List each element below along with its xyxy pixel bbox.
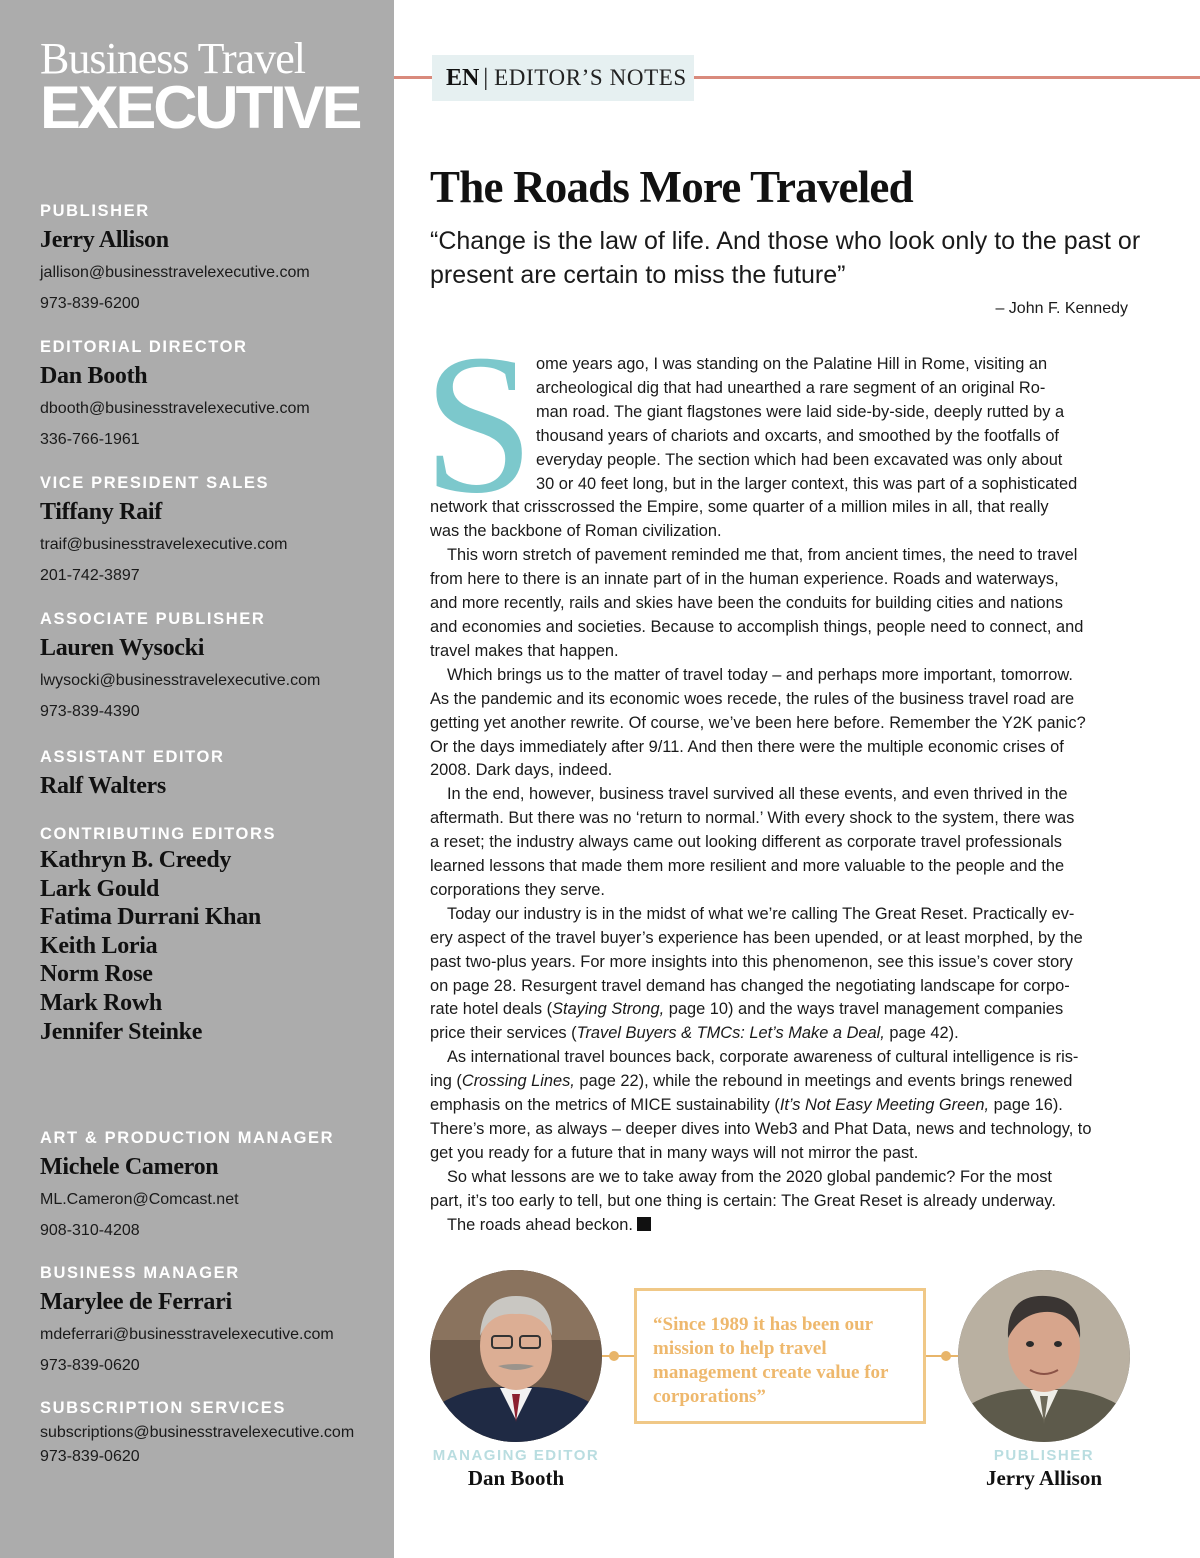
masthead-phone: 973-839-4390 <box>40 703 140 720</box>
article-body <box>430 353 1132 1238</box>
contributor-name: Keith Loria <box>40 932 158 959</box>
text-line: on page 28. Resurgent travel demand has changed the negotiating landscape for corpo- <box>430 976 1070 995</box>
paragraph-6 <box>430 1046 1132 1166</box>
text-line: man road. The giant flagstones were laid side-by-side, deeply rutted by a <box>536 402 1065 421</box>
contributor-name: Mark Rowh <box>40 989 162 1016</box>
masthead-name: Jerry Allison <box>40 227 169 253</box>
managing-editor-portrait <box>430 1270 602 1442</box>
text-line: was the backbone of Roman civilization. <box>430 522 722 541</box>
text-line: getting yet another rewrite. Of course, we’ve been here before. Remember the Y2K panic? <box>430 713 1086 732</box>
text-line: network that crisscrossed the Empire, some quarter of a million miles in all, that really <box>430 498 1049 517</box>
contributor-name: Lark Gould <box>40 875 160 902</box>
masthead-email: lwysocki@businesstravelexecutive.com <box>40 672 321 689</box>
section-separator: | <box>483 64 489 91</box>
paragraph-1 <box>430 353 1132 544</box>
masthead-name: Dan Booth <box>40 363 148 389</box>
text-line: travel makes that happen. <box>430 641 619 660</box>
text-run: page 10) and the ways travel management companies <box>664 1000 1064 1019</box>
contributor-name: Fatima Durrani Khan <box>40 904 261 931</box>
mission-pullquote: “Since 1989 it has been our mission to help travel management create value for corporations” <box>634 1288 926 1424</box>
closing-line: The roads ahead beckon. <box>447 1215 633 1234</box>
masthead-phone: 201-742-3897 <box>40 567 140 584</box>
text-line: So what lessons are we to take away from the 2020 global pandemic? For the most <box>447 1167 1052 1186</box>
masthead-email: subscriptions@businesstravelexecutive.com <box>40 1424 355 1441</box>
contributor-name: Norm Rose <box>40 961 153 988</box>
text-run: page 22), while the rebound in meetings and events brings renewed <box>574 1072 1073 1091</box>
article-reference: Travel Buyers & TMCs: Let’s Make a Deal, <box>576 1024 885 1043</box>
paragraph-5 <box>430 903 1132 1046</box>
text-line <box>430 1070 1132 1094</box>
masthead-entry-contributing-editors <box>40 824 276 1046</box>
text-line: Which brings us to the matter of travel today – and perhaps more important, tomorrow. <box>447 665 1073 684</box>
caption-name-left: Dan Booth <box>467 1466 565 1490</box>
text-line: past two-plus years. For more insights into this phenomenon, see this issue’s cover story <box>430 952 1073 971</box>
publisher-portrait <box>958 1270 1130 1442</box>
text-line: and economies and societies. Because to accomplish things, people need to connect, and <box>430 617 1084 636</box>
masthead-entry-vp-sales <box>40 473 287 586</box>
text-line: corporations they serve. <box>430 880 605 899</box>
text-line: As international travel bounces back, corporate awareness of cultural intelligence is ris- <box>447 1048 1079 1067</box>
contributor-list <box>40 846 276 1046</box>
paragraph-7 <box>430 1166 1132 1214</box>
masthead-role: PUBLISHER <box>40 202 150 220</box>
text-line <box>430 1022 1132 1046</box>
logo-line-2: EXECUTIVE <box>40 74 360 141</box>
masthead-phone: 973-839-0620 <box>40 1357 140 1374</box>
section-rule-left <box>394 76 434 79</box>
text-run: rate hotel deals ( <box>430 1000 553 1019</box>
paragraph-3 <box>430 664 1132 784</box>
article-reference: Staying Strong, <box>552 1000 665 1019</box>
masthead-role: CONTRIBUTING EDITORS <box>40 825 277 843</box>
paragraph-4 <box>430 783 1132 903</box>
text-line: 30 or 40 feet long, but in the larger context, this was part of a sophisticated <box>536 474 1078 493</box>
end-of-article-mark <box>637 1217 651 1231</box>
masthead-email: dbooth@businesstravelexecutive.com <box>40 400 310 417</box>
text-line: Or the days immediately after 9/11. And then there were the multiple economic crises of <box>430 737 1064 756</box>
masthead-email: ML.Cameron@Comcast.net <box>40 1191 239 1208</box>
masthead-role: BUSINESS MANAGER <box>40 1264 240 1282</box>
text-line: a reset; the industry always came out looking different as corporate travel professionals <box>430 833 1062 852</box>
masthead-entry-assistant-editor <box>40 747 225 801</box>
text-line: learned lessons that made them more resilient and more valuable to the people and the <box>430 857 1065 876</box>
masthead-role: SUBSCRIPTION SERVICES <box>40 1399 287 1417</box>
epigraph-attribution: – John F. Kennedy <box>995 300 1128 317</box>
masthead-phone: 336-766-1961 <box>40 431 140 448</box>
article-reference: It’s Not Easy Meeting Green, <box>779 1096 990 1115</box>
text-line: ome years ago, I was standing on the Palatine Hill in Rome, visiting an <box>536 355 1048 373</box>
masthead-role: VICE PRESIDENT SALES <box>40 474 270 492</box>
text-line: get you ready for a future that in many ways will not mirror the past. <box>430 1143 919 1162</box>
masthead-role: ASSISTANT EDITOR <box>40 748 225 766</box>
paragraph-8 <box>430 1214 1132 1238</box>
caption-name-right: Jerry Allison <box>985 1466 1103 1490</box>
masthead-email: jallison@businesstravelexecutive.com <box>40 264 310 281</box>
masthead-phone: 908-310-4208 <box>40 1222 140 1239</box>
text-line: everyday people. The section which had been excavated was only about <box>536 450 1063 469</box>
text-line: As the pandemic and its economic woes recede, the rules of the business travel road are <box>430 689 1075 708</box>
text-line: part, it’s too early to tell, but one thing is certain: The Great Reset is already underway. <box>430 1191 1056 1210</box>
logo-line-1: Business Travel <box>40 34 305 83</box>
masthead-role: ART & PRODUCTION MANAGER <box>40 1129 335 1147</box>
masthead-role: ASSOCIATE PUBLISHER <box>40 610 266 628</box>
text-line: 2008. Dark days, indeed. <box>430 761 613 780</box>
masthead-entry-business-manager <box>40 1263 334 1376</box>
text-line: aftermath. But there was no ‘return to normal.’ With every shock to the system, there was <box>430 809 1075 828</box>
masthead-name: Ralf Walters <box>40 773 166 799</box>
pullquote-connector-left <box>602 1355 636 1357</box>
connector-dot-right <box>941 1351 951 1361</box>
section-rule-right <box>694 76 1200 79</box>
text-line: This worn stretch of pavement reminded me that, from ancient times, the need to travel <box>447 546 1078 565</box>
text-run: emphasis on the metrics of MICE sustainability ( <box>430 1096 780 1115</box>
masthead-name: Tiffany Raif <box>40 499 162 525</box>
epigraph-quote: “Change is the law of life. And those who look only to the past or present are certain to miss the future” <box>430 227 1141 289</box>
paragraph-2 <box>430 544 1132 664</box>
masthead-role: EDITORIAL DIRECTOR <box>40 338 248 356</box>
text-run: price their services ( <box>430 1024 577 1043</box>
contributor-name: Kathryn B. Creedy <box>40 847 232 873</box>
article-reference: Crossing Lines, <box>461 1072 575 1091</box>
caption-role-left: MANAGING EDITOR <box>432 1447 600 1464</box>
text-line: Today our industry is in the midst of what we’re calling The Great Reset. Practically ev- <box>447 904 1075 923</box>
drop-cap: S <box>423 314 535 535</box>
masthead-entry-associate-publisher <box>40 609 320 722</box>
text-line: and more recently, rails and skies have been the conduits for building cities and nations <box>430 594 1063 613</box>
text-line: ery aspect of the travel buyer’s experience has been upended, or at least morphed, by the <box>430 928 1083 947</box>
masthead-email: traif@businesstravelexecutive.com <box>40 536 288 553</box>
masthead-entry-art-production-manager <box>40 1128 334 1241</box>
text-run: page 16). <box>989 1096 1063 1115</box>
text-line: archeological dig that had unearthed a rare segment of an original Ro- <box>536 378 1046 397</box>
publication-logo <box>40 34 394 141</box>
text-line <box>430 998 1132 1022</box>
masthead-phone: 973-839-6200 <box>40 295 140 312</box>
section-tag <box>432 55 694 101</box>
masthead-email: mdeferrari@businesstravelexecutive.com <box>40 1326 334 1343</box>
connector-dot-left <box>609 1351 619 1361</box>
text-line: In the end, however, business travel survived all these events, and even thrived in the <box>447 785 1068 804</box>
text-line: There’s more, as always – deeper dives into Web3 and Phat Data, news and technology, to <box>430 1120 1092 1138</box>
article-title: The Roads More Traveled <box>430 162 913 212</box>
masthead-name: Michele Cameron <box>40 1154 219 1180</box>
masthead-name: Lauren Wysocki <box>40 635 205 661</box>
text-line <box>430 1094 1132 1118</box>
masthead-entry-subscription-services <box>40 1398 354 1467</box>
masthead-entry-editorial-director <box>40 337 310 450</box>
caption-role-right: PUBLISHER <box>993 1447 1095 1464</box>
text-line: thousand years of chariots and oxcarts, and smoothed by the footfalls of <box>536 426 1059 445</box>
text-run: ing ( <box>430 1072 462 1091</box>
masthead-phone: 973-839-0620 <box>40 1448 140 1465</box>
text-line: from here to there is an innate part of in the human experience. Roads and waterways, <box>430 570 1059 589</box>
section-abbr: EN <box>446 64 480 91</box>
masthead-name: Marylee de Ferrari <box>40 1289 232 1315</box>
portrait-photo-icon <box>958 1270 1130 1442</box>
masthead-entry-publisher <box>40 201 310 314</box>
text-run: page 42). <box>884 1024 959 1043</box>
section-label: EDITOR’S NOTES <box>494 65 687 90</box>
portrait-photo-icon <box>430 1270 602 1442</box>
masthead-sidebar <box>0 0 394 1558</box>
contributor-name: Jennifer Steinke <box>40 1018 203 1045</box>
